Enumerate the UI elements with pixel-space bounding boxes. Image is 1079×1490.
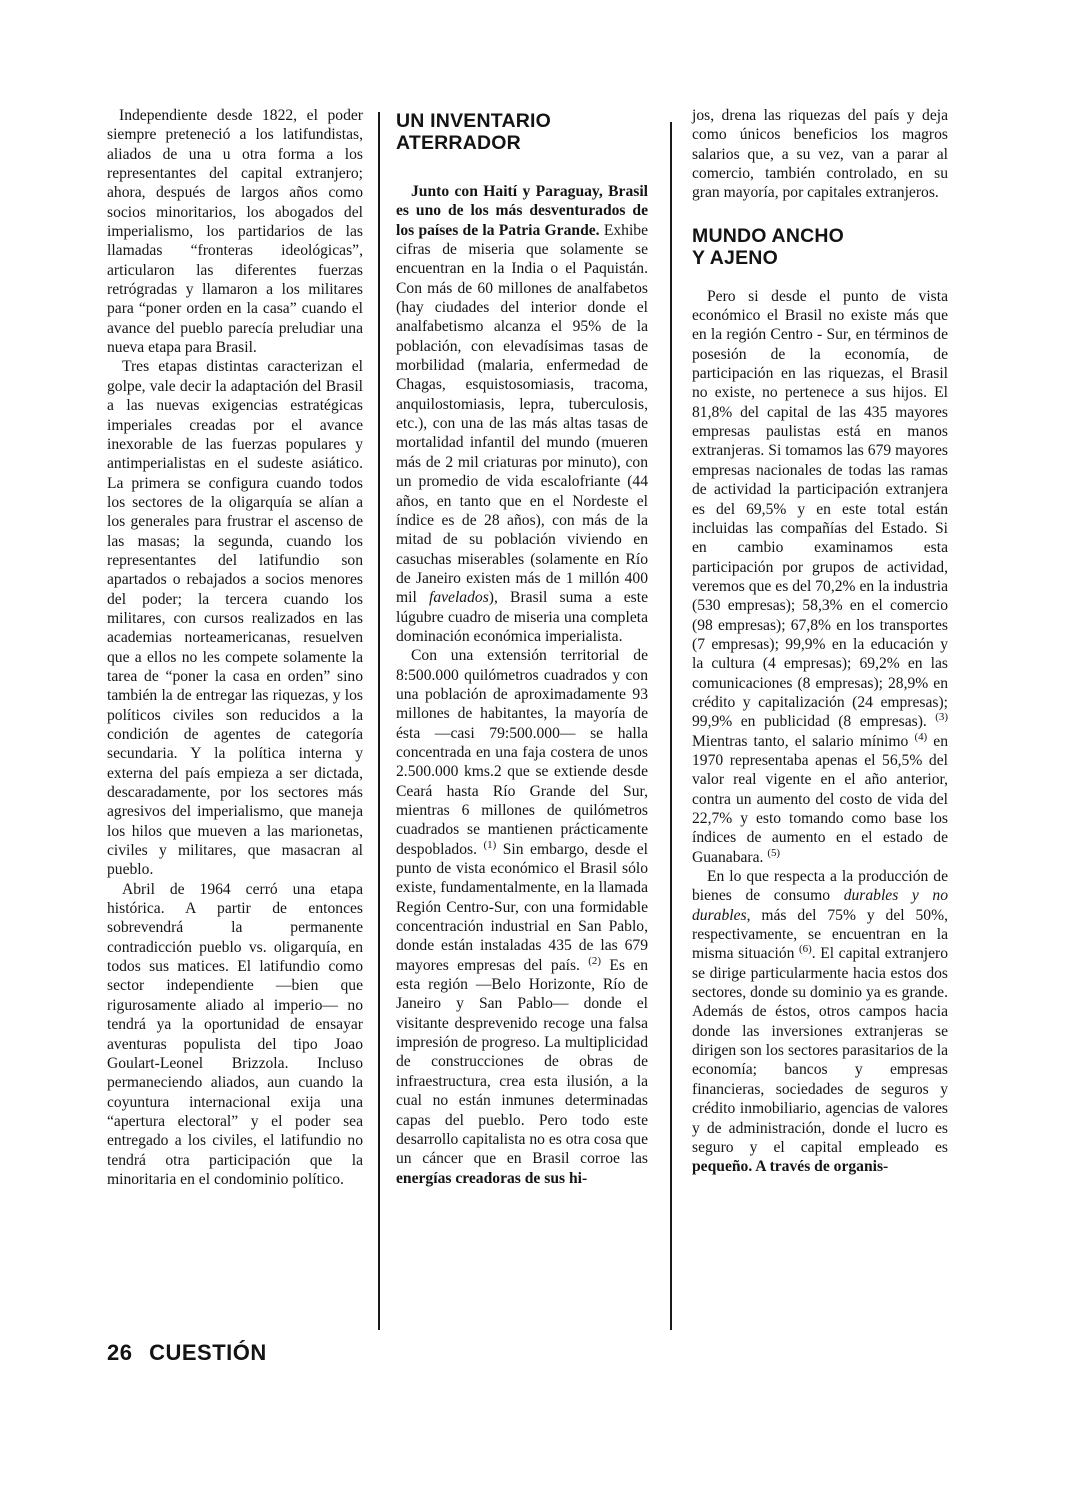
paragraph: Independiente desde 1822, el poder siempre preteneció a los latifundistas, aliados de una u otra forma a los representantes del capital extranjero; ahora, después de largos años como socios minoritarios, los abogados del imperialismo, los partidarios de las llamadas “fronteras ideológicas”, articularon las diferentes fuerzas retrógradas y llamaron a los militares para “poner orden en la casa” cuando el avance del pueblo parecía preludiar una nueva etapa para Brasil. [107,107,363,357]
paragraph: Tres etapas distintas caracterizan el golpe, vale decir la adaptación del Brasil a las nuevas exigencias estratégicas imperiales creadas por el avance inexorable de las fuerzas populares y antimperialistas en el sudeste asiático. La primera se configura cuando todos los sectores de la oligarquía se alían a los generales para frustrar el ascenso de las masas; la segunda, cuando los representantes del latifundio son apartados o rebajados a socios menores del poder; la tercera cuando los militares, con cursos realizados en las academias norteamericanas, resuelven que a ellos no les compete solamente la tarea de “poner la casa en orden” sino también la de entregar las riquezas, y los políticos civiles son reducidos a la condición de agentes de categoría secundaria. Y la política interna y externa del país empieza a ser dictada, descaradamente, por los sectores más agresivos del imperialismo, que maneja los hilos que mueven a las marionetas, civiles y militares, que masacran al pueblo. [107,358,363,879]
bold-text: pequeño. A través de organis- [692,1158,889,1176]
text-run: Mientras tanto, el salario mínimo [692,732,915,750]
column-3 [692,106,948,1177]
column-divider [670,122,672,1330]
text-run: , más del 75% y del 50%, respectivamente, se encuentran en la misma situación [692,906,948,963]
footnote-ref: (2) [588,954,601,967]
text-run: Con una extensión territorial de 8:500.000 quilómetros cuadrados y con una población de aproximadamente 93 millones de habitantes, la mayoría de ésta —casi 79:500.000— se halla concentrada en una faja costera de unos 2.500.000 kms.2 que se extiende desde Ceará hasta Río Grande del Sur, mientras 6 millones de quilómetros cuadrados se mantienen prácticamente despoblados. [396,647,648,858]
section-heading [692,225,948,269]
text-run: Es en esta región —Belo Horizonte, Río de Janeiro y San Pablo— donde el visitante desprevenido recoge una falsa impresión de progreso. La multiplicidad de construcciones de obras de infraestructura, crea esta ilusión, a la cual no están inmunes determinadas capas del pueblo. Pero todo este desarrollo capitalista no es otra cosa que un cáncer que en Brasil corroe las [396,956,649,1168]
footnote-ref: (6) [799,943,812,956]
text-run: En lo que respecta a la producción de bienes de consumo [692,868,948,905]
footnote-ref: (5) [767,846,781,859]
page-number: 26 [107,1340,133,1365]
section-heading [396,110,648,154]
paragraph: Abril de 1964 cerró una etapa histórica. A partir de entonces sobrevendrá la permanente contradicción pueblo vs. oligarquía, en todos sus matices. El latifundio como sector independiente —bien que rigurosamente aliado al imperio— no tendrá ya la oportunidad de ensayar aventuras populista del tipo Joao Goulart-Leonel Brizzola. Incluso permaneciendo aliados, aun cuando la coyuntura internacional exija una “apertura electoral” y el poder sea entregado a los civiles, el latifundio no tendrá otra participación que la minoritaria en el condominio político. [107,880,363,1188]
text-run: . El capital extranjero se dirige particularmente hacia estos dos sectores, donde su dominio ya es grande. Además de éstos, otros campos hacia donde las inversiones extranjeras se dirigen son los sectores parasitarios de la economía; bancos y empresas financieras, sociedades de seguros y crédito inmobiliario, agencias de valores y de administración, donde el lucro es seguro y el capital empleado es [692,945,948,1156]
paragraph [396,646,648,1188]
heading-line: MUNDO ANCHO [692,224,845,247]
text-run: ), Brasil suma a este lúgubre cuadro de miseria una completa dominación económica imperialista. [396,589,648,645]
text-run: en 1970 representaba apenas el 56,5% del valor real vigente en el año anterior, contra un aumento del costo de vida del 22,7% y esto tomando como base los índices de aumento en el estado de Guanabara. [692,732,948,866]
column-2 [396,106,648,1188]
lead-text: Junto con Haití y Paraguay, Brasil es uno de los más desventurados de los países de la Patria Grande. [396,183,648,239]
text-run: Exhibe cifras de miseria que solamente se encuentran en la India o el Paquistán. Con más de 60 millones de analfabetos (hay ciudades del interior donde el analfabetismo alcanza el 95% de la población, con elevadísimas tasas de morbilidad (malaria, enfermedad de Chagas, esquistosomiasis, tracoma, anquilostomiasis, lepra, tuberculosis, etc.), con una de las más altas tasas de mortalidad infantil del mundo (mueren más de 2 mil criaturas por minuto), con un promedio de vida escalofriante (44 años, en tanto que en el Nordeste el índice es de 28 años), con más de la mitad de su población viviendo en casuchas miserables (solamente en Río de Janeiro existen más de 1 millón 400 mil [396,221,648,607]
italic-term: durables y no durables [692,887,948,924]
bold-text: energías creadoras de sus hi- [396,1169,588,1187]
footnote-ref: (4) [914,730,928,743]
footnote-ref: (3) [935,711,948,724]
text-run: Pero si desde el punto de vista económico el Brasil no existe más que en la región Centro - Sur, en términos de posesión de la economía, de participación en las riquezas, el Brasil no existe, no pertenece a sus hijos. El 81,8% del capital de las 435 mayores empresas paulistas está en manos extranjeras. Si tomamos las 679 mayores empresas nacionales de todas las ramas de actividad la participación extranjera es del 69,5% y en este total están incluidas las compañías del Estado. Si en cambio examinamos esta participación por grupos de actividad, veremos que es del 70,2% en la industria (530 empresas); 58,3% en el comercio (98 empresas); 67,8% en los transportes (7 empresas); 99,9% en la educación y la cultura (4 empresas); 69,2% en las comunicaciones (8 empresas); 28,9% en crédito y capitalización (24 empresas); 99,9% en publicidad (8 empresas). [692,287,948,731]
heading-line: ATERRADOR [396,132,521,154]
text-run: Sin embargo, desde el punto de vista económico el Brasil sólo existe, fundamentalmente, en la llamada Región Centro-Sur, con una formidable concentración industrial en San Pablo, donde están instaladas 435 de las 679 mayores empresas del país. [396,840,649,974]
footnote-ref: (1) [483,838,497,851]
paragraph [396,182,648,646]
italic-term: favelados [429,589,489,607]
column-divider [378,112,380,1330]
paragraph [692,867,948,1177]
paragraph [692,287,948,867]
publication-name: CUESTIÓN [149,1340,267,1365]
column-1 [107,106,363,1189]
heading-line: Y AJENO [692,246,778,269]
page-footer [107,1340,267,1366]
heading-line: UN INVENTARIO [396,110,551,132]
paragraph: jos, drena las riquezas del país y deja como únicos beneficios los magros salarios que, a su vez, van a parar al comercio, también controlado, en su gran mayoría, por capitales extranjeros. [692,107,948,202]
